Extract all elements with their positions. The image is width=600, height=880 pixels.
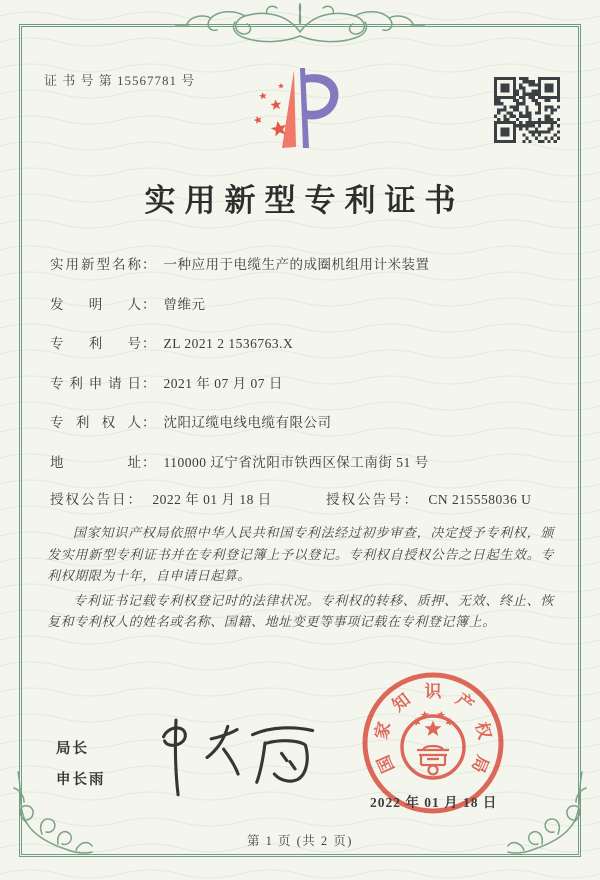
label-colon: ： <box>127 492 141 507</box>
svg-text:国: 国 <box>373 752 399 776</box>
field-value: 曾维元 <box>163 296 206 312</box>
seal-date: 2022 年 01 月 18 日 <box>370 795 498 810</box>
field-label: 发明人 <box>50 296 142 312</box>
field-row-patentee <box>50 412 560 433</box>
signer-block <box>56 737 106 799</box>
field-value: 2021 年 07 月 07 日 <box>163 375 283 391</box>
grant-number-label: 授权公告号 <box>326 492 404 507</box>
grant-number-value: CN 215558036 U <box>428 492 532 507</box>
grant-number <box>326 489 531 510</box>
label-colon: ： <box>142 415 156 430</box>
label-colon: ： <box>142 257 156 272</box>
field-row-filing-date <box>50 373 560 394</box>
signer-name: 申长雨 <box>56 772 106 788</box>
grant-date <box>50 489 326 510</box>
field-row-inventor <box>50 294 560 315</box>
legal-paragraph-2: 专利证书记载专利权登记时的法律状况。专利权的转移、质押、无效、终止、恢复和专利权人的姓名或名称、国籍、地址变更等事项记载在专利登记簿上。 <box>47 592 554 629</box>
field-value: 一种应用于电缆生产的成圈机组用计米装置 <box>163 257 430 272</box>
legal-text <box>47 522 554 636</box>
field-row-patent-number <box>50 333 560 354</box>
grant-row <box>50 489 560 510</box>
field-label: 专利号 <box>50 336 142 351</box>
page-number: 第 1 页 (共 2 页) <box>247 834 353 848</box>
field-row-address <box>50 452 560 473</box>
field-value: 沈阳辽缆电线电缆有限公司 <box>163 415 332 430</box>
grant-date-label: 授权公告日 <box>50 492 128 507</box>
label-colon: ： <box>142 375 156 391</box>
label-colon: ： <box>142 336 156 351</box>
svg-text:权: 权 <box>471 719 495 742</box>
field-label: 地址 <box>50 454 142 470</box>
grant-date-value: 2022 年 01 月 18 日 <box>152 492 272 507</box>
field-label: 实用新型名称 <box>50 257 142 272</box>
label-colon: ： <box>403 492 417 507</box>
field-label: 专利申请日 <box>50 375 142 391</box>
label-colon: ： <box>142 454 156 470</box>
svg-text:产: 产 <box>452 689 478 716</box>
field-label: 专利权人 <box>50 415 142 430</box>
cnipa-logo-icon <box>237 60 367 168</box>
signer-title: 局长 <box>56 741 89 757</box>
logo-stars-icon <box>253 83 288 137</box>
legal-paragraph-1: 国家知识产权局依照中华人民共和国专利法经过初步审查，决定授予专利权，颁发实用新型专利证书并在专利登记簿上予以登记。专利权自授权公告之日起生效。专利权期限为十年，自申请日起算。 <box>47 525 554 583</box>
field-row-name <box>50 254 560 275</box>
svg-text:家: 家 <box>371 719 395 742</box>
field-value: ZL 2021 2 1536763.X <box>163 336 294 351</box>
label-colon: ： <box>142 296 156 312</box>
svg-text:识: 识 <box>424 682 442 701</box>
svg-text:知: 知 <box>388 689 414 716</box>
top-border-ornament-icon <box>175 2 425 54</box>
certificate-number: 证 书 号 第 15567781 号 <box>44 73 196 88</box>
certificate-title: 实用新型专利证书 <box>144 183 465 218</box>
svg-text:局: 局 <box>467 752 493 776</box>
field-list <box>50 254 560 529</box>
qr-code <box>494 77 560 143</box>
national-emblem-icon <box>402 710 464 778</box>
director-signature <box>135 714 335 802</box>
field-value: 110000 辽宁省沈阳市铁西区保工南街 51 号 <box>163 454 429 470</box>
